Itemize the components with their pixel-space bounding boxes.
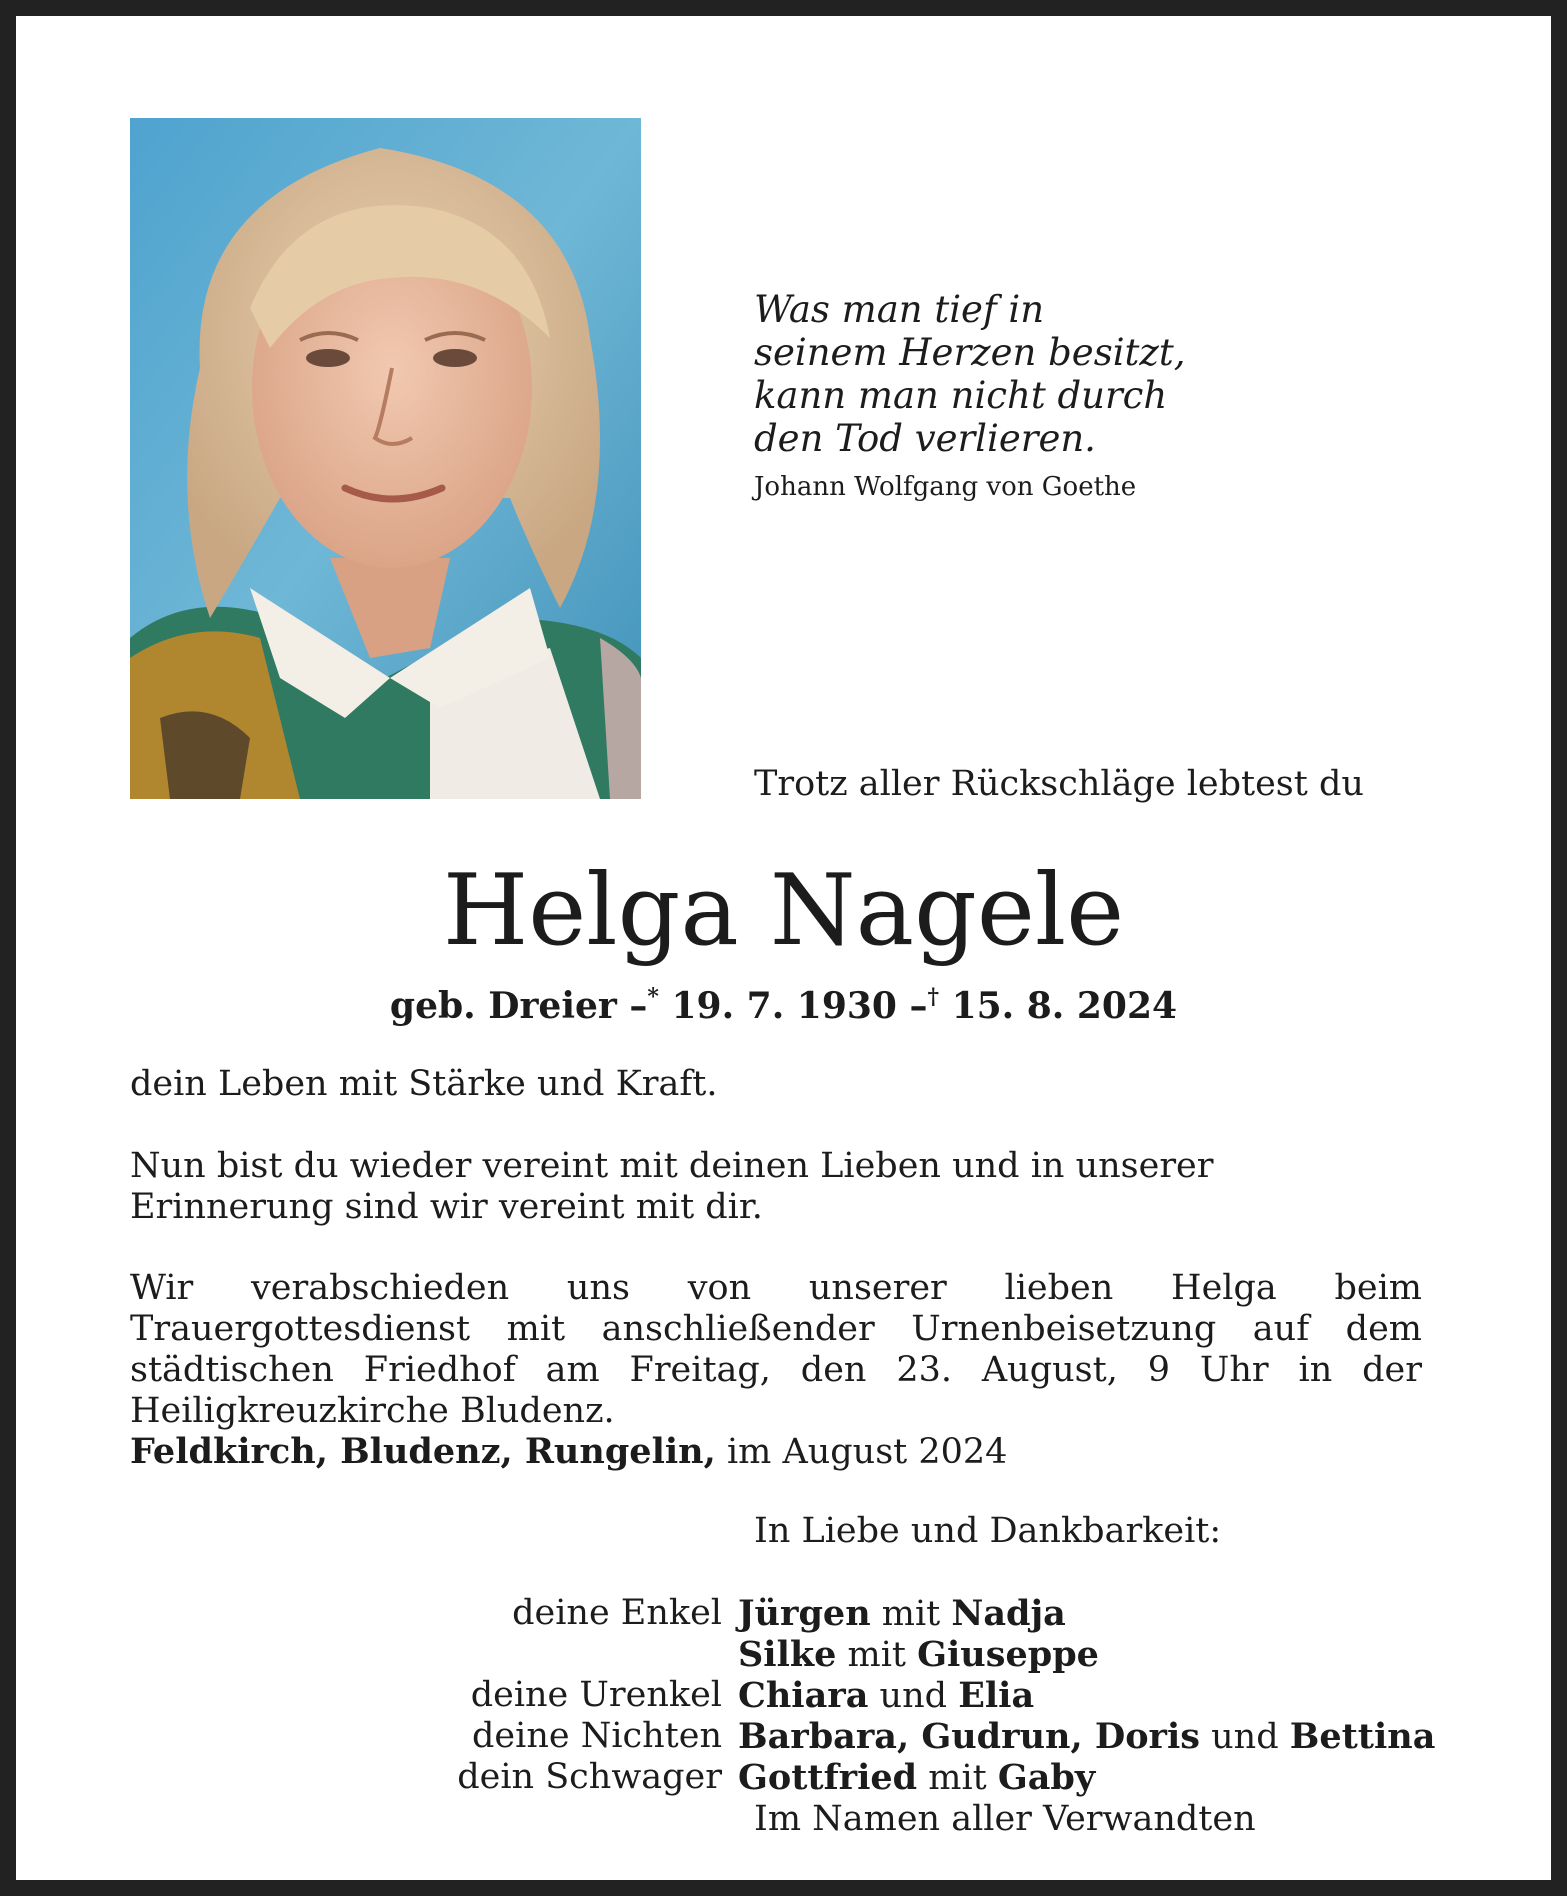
- family-names: Jürgen mit Nadja: [738, 1593, 1066, 1634]
- quote-line: seinem Herzen besitzt,: [754, 331, 1186, 374]
- quote-line: den Tod verlieren.: [754, 417, 1096, 460]
- thanks-line: In Liebe und Dankbarkeit:: [754, 1511, 1222, 1551]
- family-relation: deine Urenkel: [470, 1675, 722, 1715]
- birth-symbol: *: [647, 984, 659, 1010]
- family-row: [16, 1716, 1516, 1757]
- birth-death-dates: [16, 984, 1551, 1027]
- separator: –: [629, 985, 648, 1027]
- family-names: Barbara, Gudrun, Doris und Bettina: [738, 1716, 1436, 1757]
- family-names: Gottfried mit Gaby: [738, 1757, 1096, 1798]
- obituary-page: [16, 16, 1551, 1880]
- place-towns: Feldkirch, Bludenz, Rungelin,: [130, 1431, 716, 1472]
- family-row: [16, 1634, 1516, 1675]
- birth-name: geb. Dreier: [389, 985, 617, 1027]
- family-relation: deine Enkel: [512, 1593, 722, 1633]
- family-relation: deine Nichten: [472, 1716, 722, 1756]
- family-list: [16, 1593, 1516, 1798]
- portrait-illustration: [130, 118, 641, 799]
- separator: –: [909, 985, 928, 1027]
- family-row: [16, 1675, 1516, 1716]
- paragraph-life: dein Leben mit Stärke und Kraft.: [130, 1064, 718, 1104]
- family-row: [16, 1593, 1516, 1634]
- death-symbol: †: [927, 984, 940, 1010]
- closing-line: Im Namen aller Verwandten: [754, 1799, 1256, 1839]
- family-row: [16, 1757, 1516, 1798]
- place-and-date: [130, 1431, 1422, 1473]
- death-date: 15. 8. 2024: [951, 985, 1178, 1027]
- quote-author: Johann Wolfgang von Goethe: [754, 472, 1137, 502]
- paragraph-service: Wir verabschieden uns von unserer lieben Helga beim Trauergottesdienst mit anschließender Urnenbeisetzung auf dem städtischen Friedhof am Freitag, den 23. August, 9 Uhr in der Heiligkreuzkirche Bludenz.: [130, 1268, 1422, 1431]
- quote-line: Was man tief in: [754, 288, 1045, 331]
- family-relation: [16, 1634, 738, 1675]
- portrait-photo: [130, 118, 641, 799]
- goethe-quote: [754, 288, 1354, 460]
- deceased-name: Helga Nagele: [442, 854, 1125, 968]
- family-relation: dein Schwager: [457, 1757, 722, 1797]
- quote-line: kann man nicht durch: [754, 374, 1168, 417]
- birth-date: 19. 7. 1930: [671, 985, 897, 1027]
- place-date: im August 2024: [726, 1432, 1008, 1472]
- paragraph-reunited: Nun bist du wieder vereint mit deinen Lieben und in unserer Erinnerung sind wir vereint mit dir.: [130, 1146, 1214, 1227]
- lead-in-text: Trotz aller Rückschläge lebtest du: [754, 764, 1364, 804]
- family-names: Silke mit Giuseppe: [738, 1634, 1099, 1675]
- family-names: Chiara und Elia: [738, 1675, 1035, 1716]
